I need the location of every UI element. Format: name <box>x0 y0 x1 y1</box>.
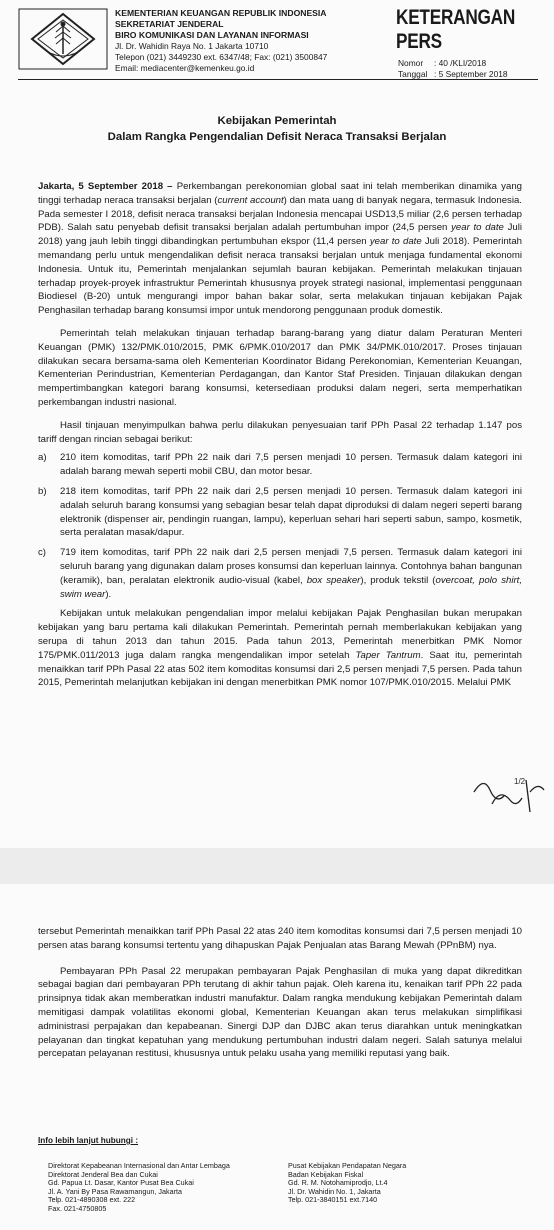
list-item-text: ), produk tekstil ( <box>360 574 436 586</box>
document-title <box>40 113 514 145</box>
paragraph-5: tersebut Pemerintah menaikkan tarif PPh Pasal 22 atas 240 item komoditas konsumsi dari 7,5 persen menjadi 10 persen atas barang konsumsi tertentu yang dihapuskan Pajak Penjualan atas Barang Mewah (PPnBM) nya. <box>38 926 522 951</box>
document-type: KETERANGAN PERS <box>396 6 516 53</box>
list-marker: a) <box>38 452 47 464</box>
contact-line: Fax. 021-4750805 <box>48 1203 107 1213</box>
contact-line: Jl. A. Yani By Pasa Rawamangun, Jakarta <box>48 1186 182 1196</box>
tanggal-value: : 5 September 2018 <box>434 69 508 79</box>
list-item <box>38 546 522 601</box>
contact-line: Gd. R. M. Notohamiprodjo, Lt.4 <box>288 1178 388 1188</box>
p1-italic-3: year to date <box>369 236 422 248</box>
tariff-list <box>38 451 522 601</box>
contact-line: Direktorat Jenderal Bea dan Cukai <box>48 1169 158 1179</box>
contact-heading: Info lebih lanjut hubungi : <box>38 1136 139 1145</box>
org-address: Jl. Dr. Wahidin Raya No. 1 Jakarta 10710 <box>115 41 269 51</box>
contact-left <box>48 1162 278 1214</box>
contact-line: Badan Kebijakan Fiskal <box>288 1169 364 1179</box>
nomor-value: : 40 /KLI/2018 <box>434 58 487 68</box>
paragraph-1 <box>38 180 522 318</box>
document-number-block <box>398 58 548 80</box>
list-item-italic: box speaker <box>306 574 361 586</box>
contact-line: Telp. 021-4890308 ext. 222 <box>48 1195 136 1205</box>
org-phone: Telepon (021) 3449230 ext. 6347/48; Fax: (021) 3500847 <box>115 52 328 62</box>
page-mark: 1/2 <box>514 777 526 786</box>
nomor-label: Nomor <box>398 58 424 68</box>
list-item-text: 218 item komoditas, tarif PPh 22 naik dari 2,5 persen menjadi 10 persen. Termasuk dalam kategori ini adalah seluruh barang konsumsi yang sebagian besar telah dapat diproduksi di dalam negeri seperti barang elektronik (dispenser air, pendingin ruangan, lampu), keperluan sehari hari seperti sabun, sampo, kosmetik, serta peralatan masak/dapur. <box>60 485 522 539</box>
header-divider <box>18 79 538 80</box>
paragraph-3: Hasil tinjauan menyimpulkan bahwa perlu dilakukan penyesuaian tarif PPh Pasal 22 terhadap 1.147 pos tariff dengan rincian sebagai berikut: <box>38 419 522 445</box>
p1-text-d: Juli 2018). Pemerintah memandang perlu untuk mengendalikan defisit neraca transaksi berjalan untuk menjaga fundamental ekonomi Indonesia. Untuk itu, Pemerintah menjalankan sejumlah bauran kebijakan. Pemerintah melakukan tinjauan terhadap proyek-proyek infrastruktur Pemerintah khususnya proyek strategi nasional, implementasi penggunaan Biodiesel (B-20) untuk mengurangi impor bahan bakar solar, serta melakukan tinjauan kebijakan Pajak Penghasilan terhadap barang konsumsi impor untuk mendorong penggunaan produk domestik. <box>38 236 522 317</box>
list-marker: b) <box>38 485 47 497</box>
contact-line: Direktorat Kepabeanan Internasional dan Antar Lembaga <box>48 1161 230 1170</box>
body-page-two <box>38 925 522 1070</box>
p1-italic-1: current account <box>217 194 284 206</box>
dateline: Jakarta, 5 September 2018 – <box>38 181 173 192</box>
title-line-2: Dalam Rangka Pengendalian Defisit Neraca Transaksi Berjalan <box>107 131 447 143</box>
initials-signature-icon <box>470 770 550 820</box>
list-item-text: 719 item komoditas, tarif PPh 22 naik dari 2,5 persen menjadi 7,5 persen. Termasuk dalam kategori ini seluruh barang yang digunakan dalam proses konsumsi dan keperluan lainnya. Contohnya bahan bangunan (keramik), ban, peralatan elektronik audio-visual (kabel, <box>60 547 522 586</box>
org-email: Email: mediacenter@kemenkeu.go.id <box>115 63 255 73</box>
paragraph-6: Pembayaran PPh Pasal 22 merupakan pembayaran Pajak Penghasilan di muka yang dapat dikreditkan sebagai bagian dari pembayaran PPh terutang di akhir tahun pajak. Oleh karena itu, kenaikan tarif PPh 22 pada prinsipnya tidak akan memberatkan industri manufaktur. Dalam rangka mendukung kebijakan Pemerintah dalam memitigasi dampak volatilitas ekonomi global, Kementerian Keuangan akan terus melakukan simplifikasi administrasi perpajakan dan kepabeanan. Sinergi DJP dan DJBC akan terus diarahkan untuk meningkatkan pelayanan dan tingkat kepatuhan yang mendukung pertumbuhan industri dalam negeri. Salah satunya melalui percepatan pelayanan restitusi, khususnya untuk pelaku usaha yang memiliki reputasi yang baik. <box>38 965 522 1060</box>
body-page-one <box>38 180 522 699</box>
p1-text-b: ) dan mata uang di banyak negara, termasuk Indonesia. Pada semester I 2018, defisit neraca transaksi berjalan Indonesia mencapai USD13,5 miliar (2,6 persen terhadap PDB). Salah satu penyebab defisit transaksi berjalan adalah pertumbuhan impor (24,5 persen <box>38 194 522 234</box>
ministry-logo-icon <box>18 8 108 70</box>
contact-line: Jl. Dr. Wahidin No. 1, Jakarta <box>288 1186 381 1196</box>
paragraph-4 <box>38 607 522 690</box>
list-item-italic: overcoat, polo shirt, swim wear <box>60 574 522 600</box>
tanggal-label: Tanggal <box>398 69 428 79</box>
list-item-text: 210 item komoditas, tarif PPh 22 naik dari 7,5 persen menjadi 10 persen. Termasuk dalam kategori ini adalah barang mewah seperti mobil CBU, dan motor besar. <box>60 452 522 478</box>
p1-text-a: Perkembangan perekonomian global saat ini telah memberikan dinamika yang tinggi terhadap neraca transaksi berjalan ( <box>38 181 522 206</box>
list-item <box>38 451 522 479</box>
p4-italic: Taper Tantrum <box>355 649 421 661</box>
p4-text-a: Kebijakan untuk melakukan pengendalian impor melalui kebijakan Pajak Penghasilan bukan merupakan kebijakan yang baru pertama kali dilakukan Pemerintah. Pemerintah pernah memberlakukan kebijakan yang serupa di tahun 2013 dan tahun 2015. Pada tahun 2013, Pemerintah menerbitkan PMK Nomor 175/PMK.011/2013 juga dalam rangka mengendalikan impor setelah <box>38 608 522 661</box>
title-line-1: Kebijakan Pemerintah <box>217 115 337 127</box>
contact-line: Gd. Papua Lt. Dasar, Kantor Pusat Bea Cukai <box>48 1178 194 1188</box>
contact-right <box>288 1162 518 1205</box>
list-marker: c) <box>38 547 46 559</box>
org-bureau: BIRO KOMUNIKASI DAN LAYANAN INFORMASI <box>115 30 309 40</box>
p1-text-c: Juli 2018) yang jauh lebih tinggi dibandingkan pertumbuhan ekspor (11,4 persen <box>38 222 523 248</box>
org-name: KEMENTERIAN KEUANGAN REPUBLIK INDONESIA <box>115 8 327 18</box>
page-gap <box>0 848 554 884</box>
contact-line: Telp. 021-3840151 ext.7140 <box>288 1195 378 1205</box>
org-secretariat: SEKRETARIAT JENDERAL <box>115 19 224 29</box>
letterhead <box>115 8 383 74</box>
list-item-text: ). <box>105 588 112 600</box>
list-item <box>38 485 522 540</box>
paragraph-2: Pemerintah telah melakukan tinjauan terhadap barang-barang yang diatur dalam Peraturan Menteri Keuangan (PMK) 132/PMK.010/2015, PMK 6/PMK.010/2017 dan PMK 34/PMK.010/2017. Proses tinjauan dilakukan secara bersama-sama oleh Kementerian Koordinator Bidang Perekonomian, Kementerian Keuangan, Kementerian Perindustrian, Kementerian Perdagangan, dan Kantor Staf Presiden. Tinjauan dilakukan dengan mempertimbangkan kategori barang konsumsi, ketersediaan produksi dalam negeri, serta memperhatikan perkembangan industri nasional. <box>38 327 522 408</box>
p4-text-b: . Saat itu, pemerintah menaikkan tarif PPh Pasal 22 atas 502 item komoditas konsumsi dari 2,5 persen menjadi 7,5 persen. Pada tahun 2015, Pemerintah melanjutkan kebijakan ini dengan menerbitkan PMK nomor 107/PMK.010/2015. Melalui PMK <box>38 649 523 689</box>
p1-italic-2: year to date <box>451 222 504 234</box>
contact-line: Pusat Kebijakan Pendapatan Negara <box>288 1161 407 1170</box>
